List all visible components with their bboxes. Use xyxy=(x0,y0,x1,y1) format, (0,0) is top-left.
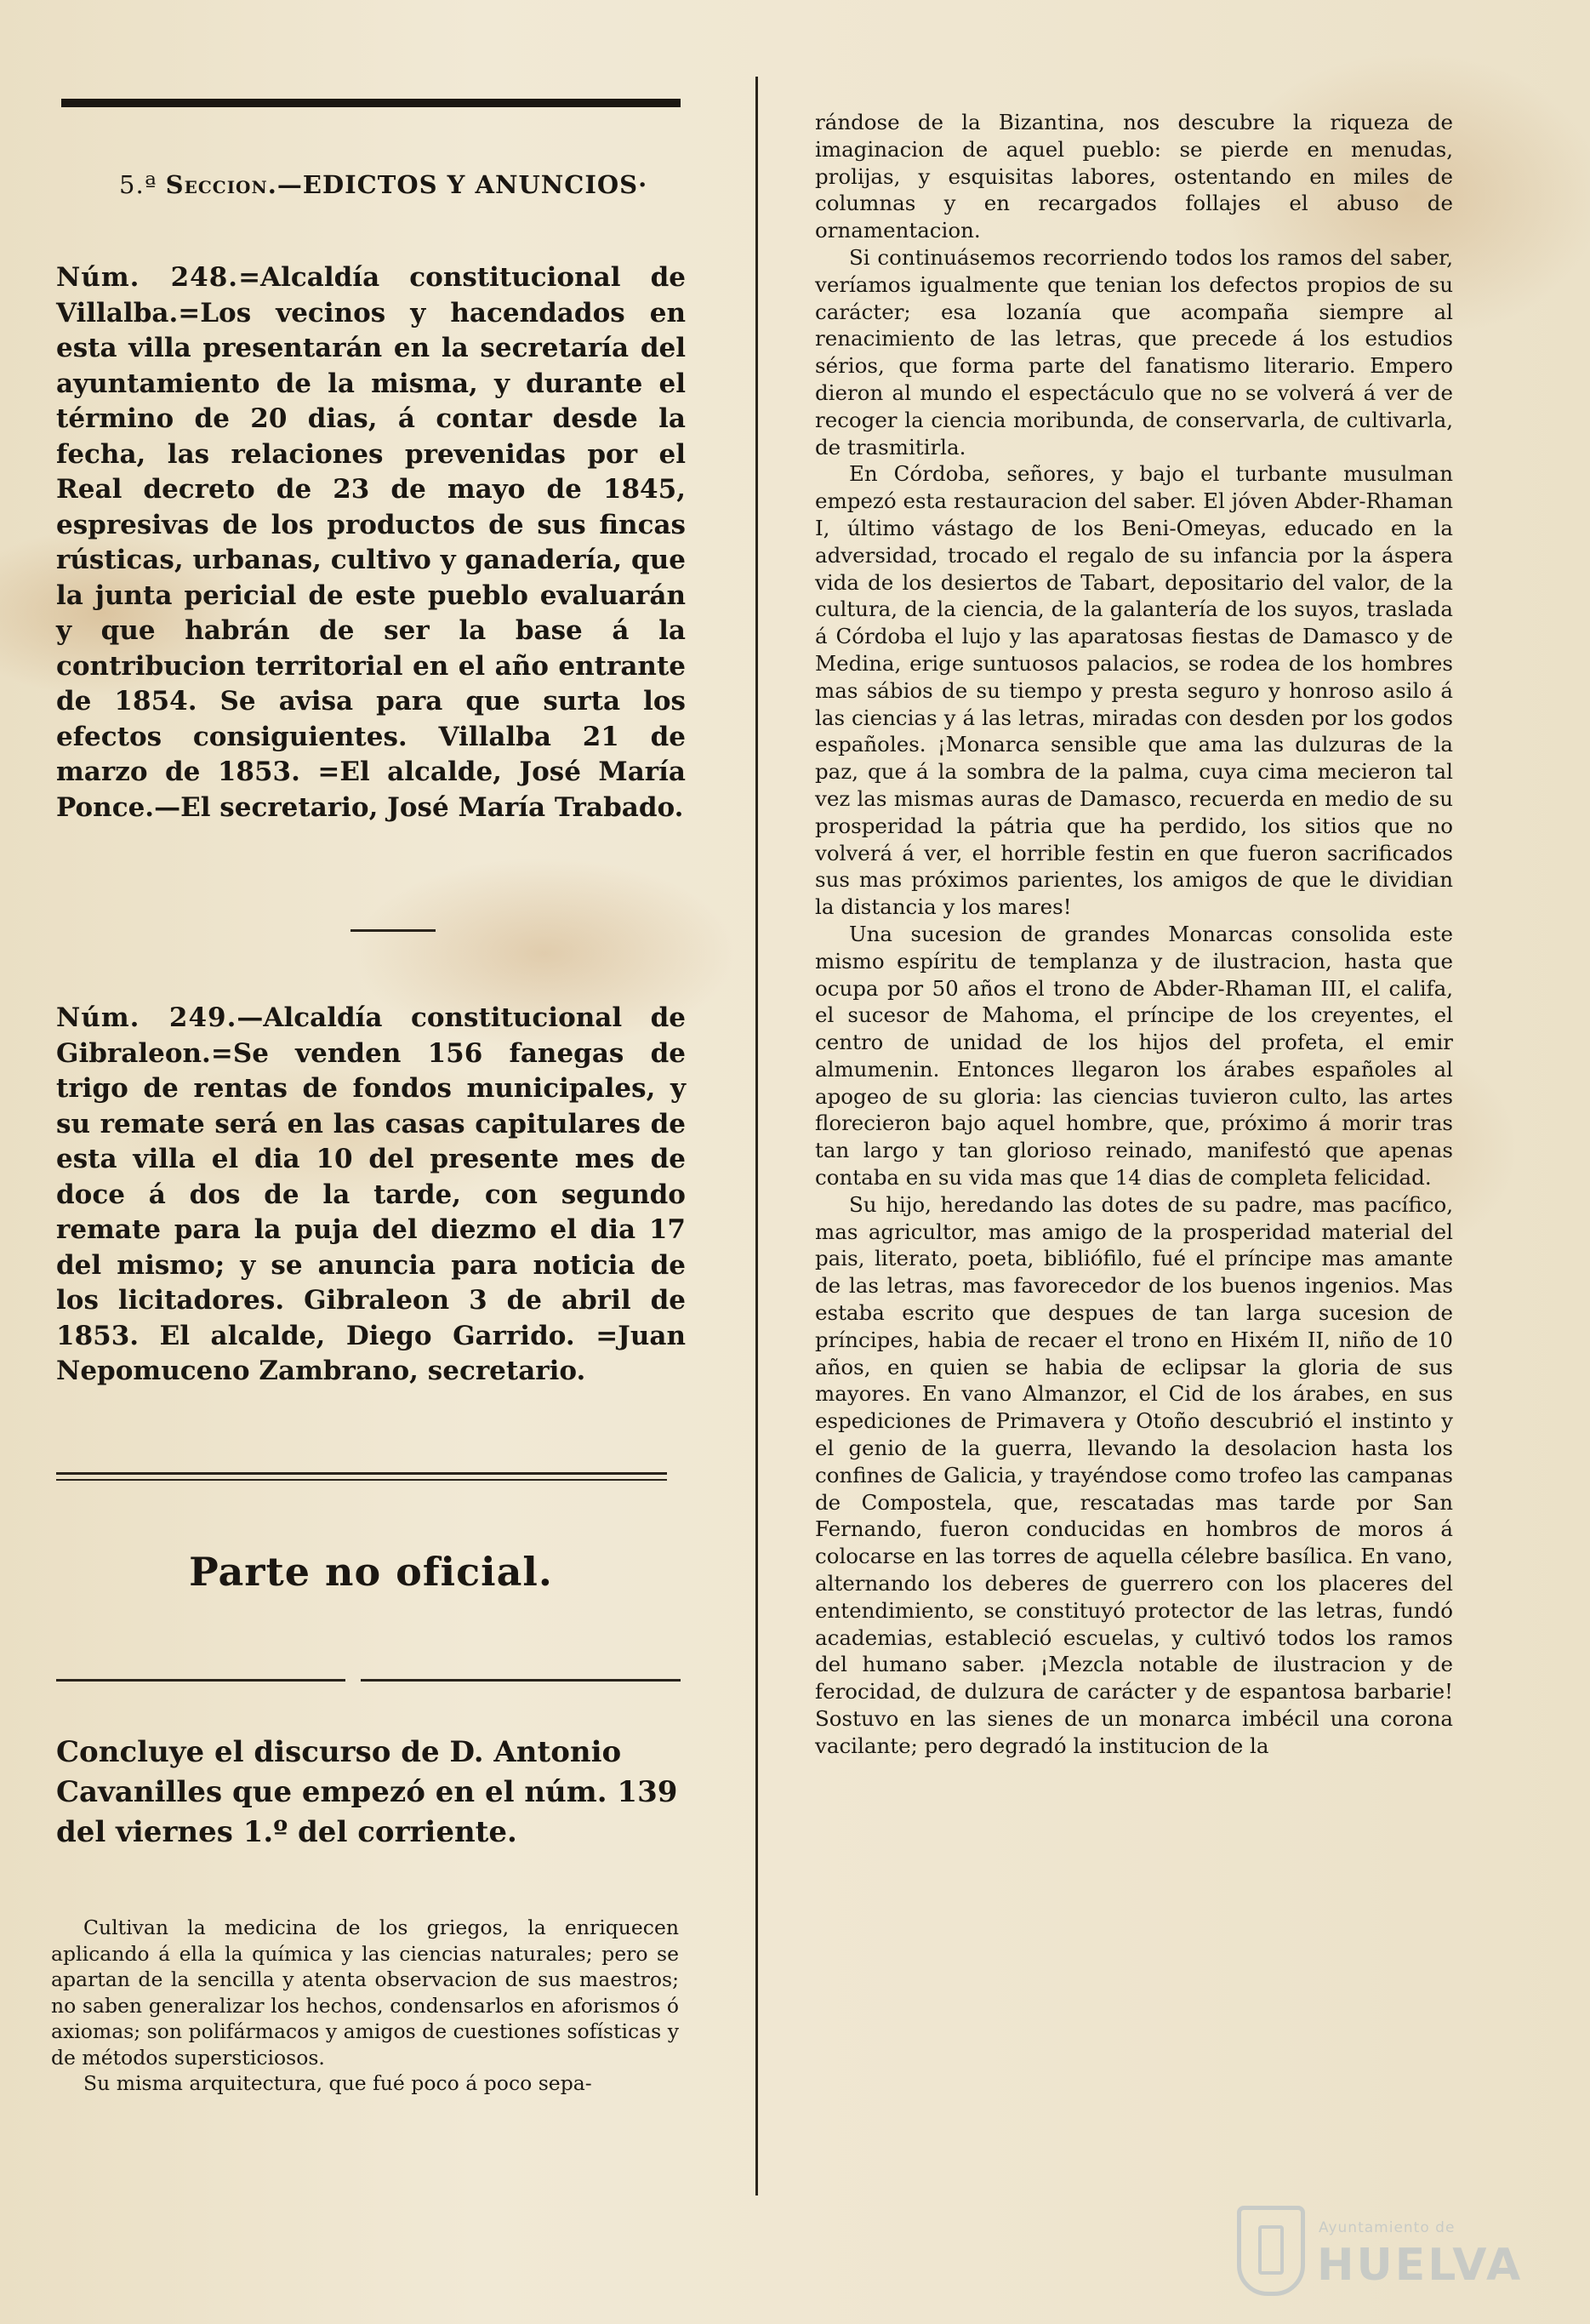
rule-right xyxy=(361,1679,681,1682)
column-divider xyxy=(755,77,758,2196)
edict-249-number: Núm. 249. xyxy=(56,1002,237,1033)
right-column-text xyxy=(815,109,1453,1760)
concluye-heading: Concluye el discurso de D. Antonio Cavanilles que empezó en el núm. 139 del viernes 1.º del corriente. xyxy=(56,1735,678,1849)
left-body-text xyxy=(51,1915,679,2097)
section-header xyxy=(119,170,681,199)
top-rule xyxy=(61,99,681,107)
right-paragraph: Si continuásemos recorriendo todos los ramos del saber, veríamos igualmente que tenian los defectos propios de su carácter; esa lozanía que acompaña siempre al renacimiento de las letras, que precede á los estudios sérios, que forma parte del fanatismo literario. Empero dieron al mundo el espectáculo que no se volverá á ver de recoger la ciencia moribunda, de conservarla, de cultivarla, de trasmitirla. xyxy=(815,244,1453,460)
right-paragraph: Su hijo, heredando las dotes de su padre, mas pacífico, mas agricultor, mas amigo de la prosperidad material del pais, literato, poeta, bibliófilo, fué el príncipe mas amante de las letras, mas favorecedor de los buenos ingenios. Mas estaba escrito que despues de tan larga sucesion de príncipes, habia de recaer el trono en Hixém II, niño de 10 años, en quien se habia de eclipsar la gloria de sus mayores. En vano Almanzor, el Cid de los árabes, en sus espediciones de Primavera y Otoño descubrió el instinto y el genio de la guerra, llevando la desolacion hasta los confines de Galicia, y trayéndose como trofeo las campanas de Compostela, que, rescatadas mas tarde por San Fernando, fueron conducidas en hombros de moros á colocarse en las torres de aquella célebre basílica. En vano, alternando los deberes de guerrero con los placeres del entendimiento, se constituyó protector de las letras, fundó academias, estableció escuelas, y cultivó todos los ramos del humano saber. ¡Mezcla notable de ilustracion y de ferocidad, de dulzura de carácter y de espantosa barbarie! Sostuvo en las sienes de un monarca imbécil una corona vacilante; pero degradó la institucion de la xyxy=(815,1191,1453,1758)
edict-248-text: =Alcaldía constitucional de Villalba.=Los vecinos y hacendados en esta villa presentarán en la secretaría del ayuntamiento de la misma, y durante el término de 20 dias, á contar desde la fecha, las relaciones prevenidas por el Real decreto de 23 de mayo de 1845, espresivas de los productos de sus fincas rústicas, urbanas, cultivo y ganadería, que la junta pericial de este pueblo evaluarán y que habrán de ser la base á la contribucion territorial en el año entrante de 1854. Se avisa para que surta los efectos consiguientes. Villalba 21 de marzo de 1853. =El alcalde, José María Ponce.—El secretario, José María Trabado. xyxy=(56,262,686,823)
left-paragraph: Su misma arquitectura, que fué poco á poco sepa- xyxy=(83,2071,592,2095)
edict-249-text: —Alcaldía constitucional de Gibraleon.=Se venden 156 fanegas de trigo de rentas de fondos municipales, y su remate será en las casas capitulares de esta villa el dia 10 del presente mes de doce á dos de la tarde, con segundo remate para la puja del diezmo el dia 17 del mismo; y se anuncia para noticia de los licitadores. Gibraleon 3 de abril de 1853. El alcalde, Diego Garrido. =Juan Nepomuceno Zambrano, secretario. xyxy=(56,1002,686,1386)
right-paragraph: Una sucesion de grandes Monarcas consolida este mismo espíritu de templanza y de ilustracion, hasta que ocupa por 50 años el trono de Abder-Rhaman III, el califa, el sucesor de Mahoma, el príncipe de los creyentes, el centro de unidad de los hijos del profeta, el emir almumenin. Entonces llegaron los árabes españoles al apogeo de su gloria: las ciencias tuvieron culto, las artes florecieron bajo aquel hombre, que, próximo á morir tras tan largo y tan glorioso reinado, manifestó que apenas contaba en su vida mas que 14 dias de completa felicidad. xyxy=(815,921,1453,1191)
section-number: 5.ª xyxy=(119,170,157,199)
section-title: —EDICTOS Y ANUNCIOS· xyxy=(276,170,648,199)
section-label: Seccion. xyxy=(165,170,277,199)
left-paragraph: Cultivan la medicina de los griegos, la enriquecen aplicando á ella la química y las ciencias naturales; pero se apartan de la sencilla y atenta observacion de sus maestros; no saben generalizar los hechos, condensarlos en aforismos ó axiomas; son polifármacos y amigos de cuestiones sofísticas y de métodos supersticiosos. xyxy=(51,1916,679,2070)
watermark-line1: Ayuntamiento de xyxy=(1319,2219,1456,2236)
rule-left xyxy=(56,1679,345,1682)
short-separator xyxy=(350,929,436,932)
archive-watermark xyxy=(1237,2206,1526,2299)
right-paragraph: En Córdoba, señores, y bajo el turbante musulman empezó esta restauracion del saber. El jóven Abder-Rhaman I, último vástago de los Beni-Omeyas, educado en la adversidad, trocado el regalo de su infancia por la áspera vida de los desiertos de Tabart, depositario del valor, de la cultura, de la ciencia, de la galantería de los suyos, traslada á Córdoba el lujo y las aparatosas fiestas de Damasco y de Medina, erige suntuosos palacios, se rodea de los hombres mas sábios de su tiempo y presta seguro y honroso asilo á las ciencias y á las letras, miradas con desden por los godos españoles. ¡Monarca sensible que ama las dulzuras de la paz, que á la sombra de la palma, cuya cima mecieron tal vez las mismas auras de Damasco, recuerda en medio de su prosperidad la pátria que ha perdido, los sitios que no volverá á ver, el horrible festin en que fueron sacrificados sus mas próximos parientes, los amigos de que le dividian la distancia y los mares! xyxy=(815,461,1453,920)
right-paragraph: rándose de la Bizantina, nos descubre la riqueza de imaginacion de aquel pueblo: se pierde en menudas, prolijas, y esquisitas labores, ostentando en miles de columnas y en recargados follajes el abuso de ornamentacion. xyxy=(815,110,1453,243)
edict-248-number: Núm. 248. xyxy=(56,262,239,293)
watermark-line2: HUELVA xyxy=(1317,2240,1524,2291)
edict-248 xyxy=(56,260,686,825)
parte-no-oficial-title: Parte no oficial. xyxy=(189,1549,553,1595)
edict-249 xyxy=(56,1001,686,1390)
shield-icon xyxy=(1237,2206,1305,2296)
